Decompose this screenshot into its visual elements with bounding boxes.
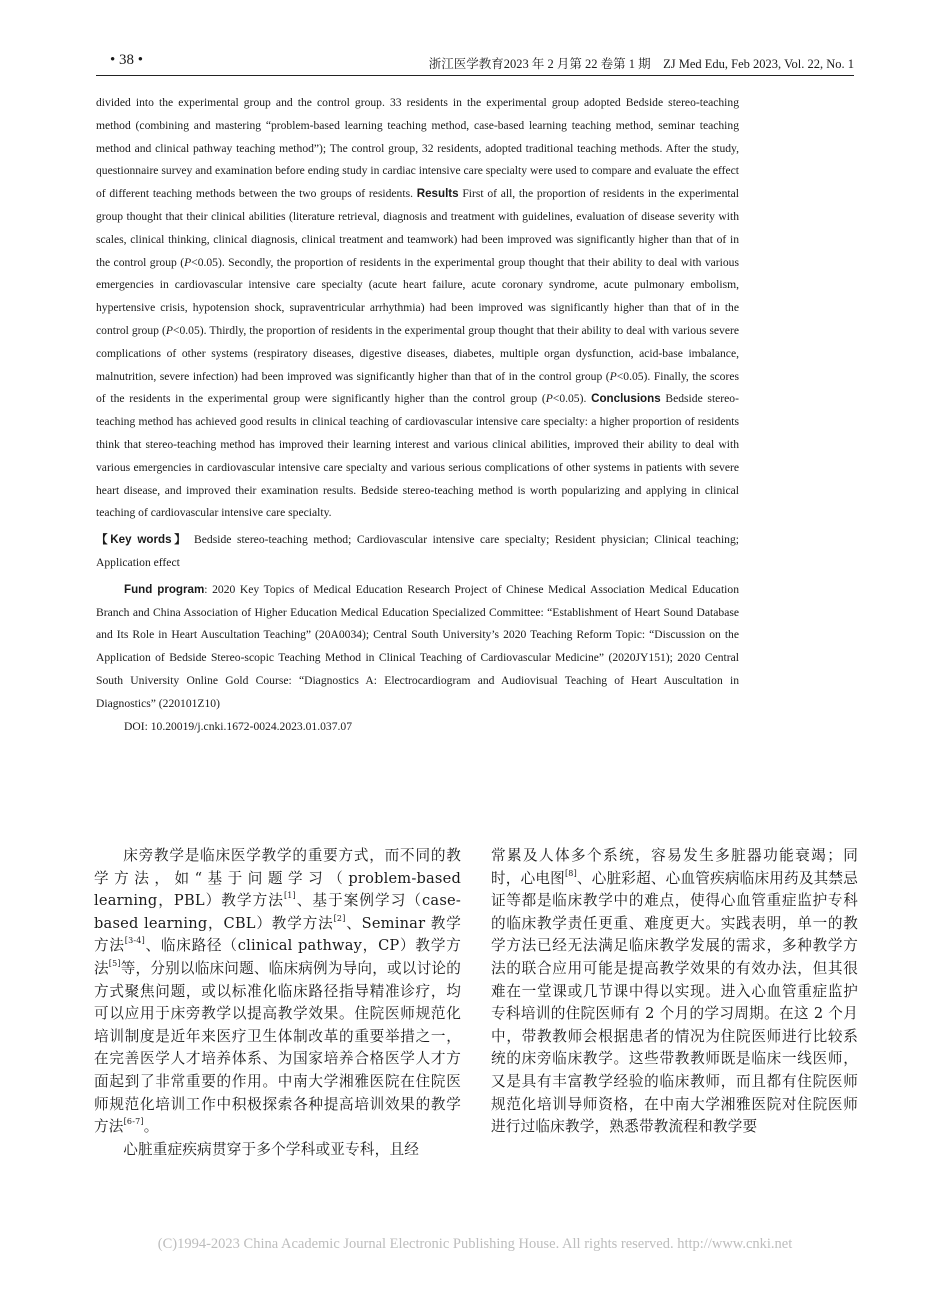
- citation: [6-7]: [123, 1117, 144, 1127]
- citation: [1]: [283, 891, 296, 901]
- conclusions-label: Conclusions: [591, 392, 661, 406]
- body-text: 、心脏彩超、心血管疾病临床用药及其禁忌证等都是临床教学中的难点，使得心血管重症监护专科的临床教学责任更重、难度更大。实践表明，单一的教学方法已经无法满足临床教学发展的需求，多种教学方法的联合应用可能是提高教学效果的有效办法，但其很难在一堂课或几节课中得以实现。进入心血管重症监护专科培训的住院医师有 2 个月的学习周期。在这 2 个月中，带教教师会根据患者的情况为住院医师进行比较系统的床旁临床教学。这些带教教师既是临床一线医师，又是具有丰富教学经验的临床教师，而且都有住院医师规范化培训导师资格，在中南大学湘雅医院对住院医师进行过临床教学，熟悉带教流程和教学要: [491, 869, 859, 1136]
- citation: [5]: [108, 958, 121, 968]
- p-value-symbol: P: [184, 255, 192, 269]
- results-label: Results: [416, 187, 459, 201]
- p-value-symbol: P: [165, 323, 173, 337]
- keywords-text: Bedside stereo-teaching method; Cardiovascular intensive care specialty; Resident physician; Clinical teaching; Application effect: [96, 533, 739, 569]
- fund-label: Fund program: [124, 582, 205, 596]
- abstract-text: <0.05). Secondly, the proportion of residents in the experimental group thought that their ability to deal with various emergencies in cardiovascular intensive care specialty (acute heart failure, acute coronary syndrome, acute pulmonary embolism, hypertensive crisis, hypotension shock, supraventricular arrhythmia) had been improved was significantly higher than that of in the control group (: [96, 255, 739, 337]
- body-text: 。: [143, 1118, 159, 1136]
- abstract-text: <0.05). Finally, the scores of the residents in the experimental group were significantly higher than the control group (: [96, 369, 739, 406]
- doi: DOI: 10.20019/j.cnki.1672-0024.2023.01.037.07: [124, 719, 352, 733]
- page-number: • 38 •: [110, 52, 144, 68]
- running-header: 浙江医学教育2023 年 2 月第 22 卷第 1 期 ZJ Med Edu, Feb 2023, Vol. 22, No. 1: [428, 57, 854, 71]
- body-text: 常累及人体多个系统，容易发生多脏器功能衰竭；同时，心电图: [491, 847, 858, 887]
- abstract-text: divided into the experimental group and the control group. 33 residents in the experimental group adopted Bedside stereo-teaching method (combining and mastering “problem-based learning teaching method, case-based learning teaching method, seminar teaching method and clinical pathway teaching method”); The control group, 32 residents, adopted traditional teaching methods. After the study, questionnaire survey and examination before ending study in cardiac intensive care specialty were used to compare and evaluate the effect of different teaching methods between the two groups of residents.: [96, 96, 739, 201]
- abstract-text: <0.05).: [552, 392, 592, 406]
- keywords: [96, 529, 739, 575]
- body-text: 床旁教学是临床医学教学的重要方式，而不同的教学方法，如“基于问题学习（problem-based learning，PBL）教学方法: [94, 847, 461, 910]
- abstract-text: Bedside stereo-teaching method has achieved good results in clinical teaching of cardiovascular intensive care specialty: a higher proportion of residents think that stereo-teaching method has improved their learning interest and various clinical abilities, improved their ability to deal with various emergencies in cardiovascular intensive care specialty and various serious complications of other systems in patients with severe heart disease, and improved their examination results. Bedside stereo-teaching method is worth popularizing and applying in clinical teaching of cardiovascular intensive care specialty.: [96, 392, 739, 520]
- abstract-body: [96, 92, 739, 525]
- citation: [8]: [564, 868, 577, 878]
- keywords-label: 【Key words】: [96, 533, 189, 547]
- body-text: 、基于案例学习（case-based learning，CBL）教学方法: [94, 892, 461, 932]
- body-text: 等，分别以临床问题、临床病例为导向，或以讨论的方式聚焦问题，或以标准化临床路径指导精准诊疗，均可以应用于床旁教学以提高教学效果。住院医师规范化培训制度是近年来医疗卫生体制改革的重要举措之一，在完善医学人才培养体系、为国家培养合格医学人才方面起到了非常重要的作用。中南大学湘雅医院在住院医师规范化培训工作中积极探索各种提高培训效果的教学方法: [94, 959, 461, 1136]
- citation: [2]: [333, 913, 346, 923]
- body-column-left: [94, 845, 461, 1161]
- p-value-symbol: P: [545, 392, 553, 406]
- english-abstract: [96, 92, 739, 738]
- copyright-watermark: (C)1994-2023 China Academic Journal Electronic Publishing House. All rights reserved. http://www.cnki.net: [157, 1236, 793, 1252]
- fund-text: : 2020 Key Topics of Medical Education Research Project of Chinese Medical Association Medical Education Branch and China Association of Higher Education Medical Education Specialized Committee: “Establishment of Heart Sound Database and Its Role in Heart Auscultation Teaching” (20A0034); Central South University’s 2020 Teaching Reform Topic: “Discussion on the Application of Bedside Stereo-scopic Teaching Method in Clinical Teaching of Cardiovascular Medicine” (2020JY151); 2020 Central South University Online Gold Course: “Diagnostics A: Electrocardiogram and Audiovisual Teaching of Heart Auscultation in Diagnostics” (220101Z10): [96, 582, 739, 710]
- p-value-symbol: P: [609, 369, 617, 383]
- body-paragraph: [94, 845, 461, 1139]
- body-text: 、Seminar 教学方法: [94, 914, 461, 955]
- body-text: 、临床路径（clinical pathway，CP）教学方法: [94, 937, 461, 977]
- header-rule: [96, 75, 854, 76]
- citation: [3-4]: [124, 936, 145, 946]
- body-column-right: [491, 845, 858, 1139]
- body-paragraph: 心脏重症疾病贯穿于多个学科或亚专科，且经: [123, 1140, 420, 1158]
- abstract-text: First of all, the proportion of residents in the experimental group thought that their clinical abilities (literature retrieval, diagnosis and treatment with guidelines, evaluation of disease severity with scales, clinical thinking, clinical diagnosis, clinical treatment and teamwork) had been improved was significantly higher than that of in the control group (: [96, 187, 739, 269]
- fund-program: [96, 579, 739, 716]
- body-paragraph: [491, 845, 858, 1139]
- abstract-text: <0.05). Thirdly, the proportion of residents in the experimental group thought that their ability to deal with various severe complications of other systems (respiratory diseases, digestive diseases, diabetes, multiple organ dysfunction, acid-base imbalance, malnutrition, severe infection) had been improved was significantly higher than that of in the control group (: [96, 323, 739, 383]
